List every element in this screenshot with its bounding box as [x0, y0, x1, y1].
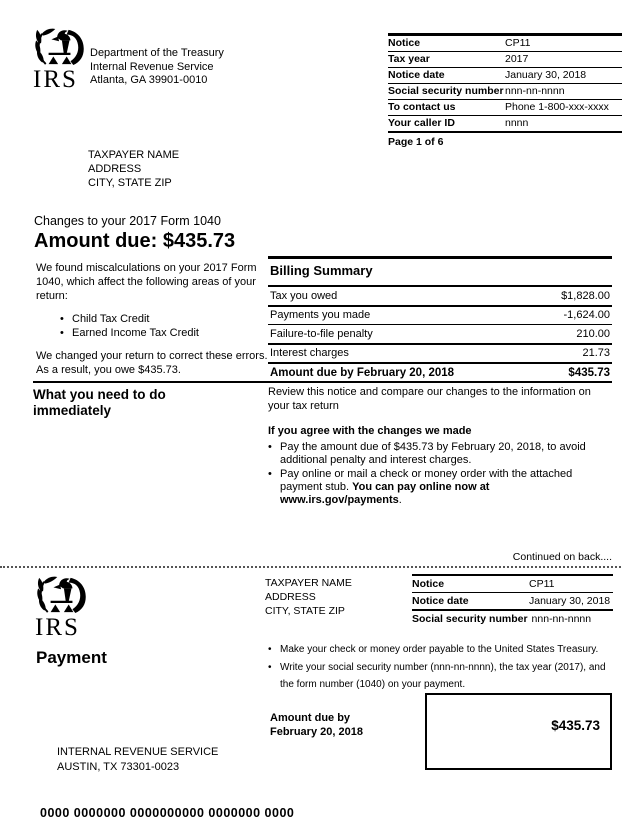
recipient-line: TAXPAYER NAME	[265, 577, 352, 589]
stub-info-table	[412, 574, 613, 627]
table-row	[388, 116, 622, 133]
row-value: 210.00	[576, 327, 610, 340]
irs-logo	[33, 28, 91, 92]
action-bullet: • Pay the amount due of $435.73 by February 20, 2018, to avoid additional penalty and interest charges.	[268, 441, 614, 467]
row-label: Social security number	[412, 613, 528, 625]
row-label: Notice date	[412, 595, 469, 607]
billing-row	[268, 307, 612, 326]
list-item: • Child Tax Credit	[60, 312, 270, 326]
action-content	[268, 386, 614, 508]
affected-areas-list	[60, 312, 270, 340]
action-heading: What you need to do immediately	[33, 387, 166, 418]
irs-mailing-address	[57, 745, 218, 774]
recipient-line: CITY, STATE ZIP	[265, 604, 345, 617]
recipient-address	[88, 149, 179, 190]
total-value: $435.73	[568, 367, 610, 379]
row-value: -1,624.00	[563, 309, 610, 321]
irs-eagle-icon	[33, 28, 87, 66]
irs-wordmark: IRS	[33, 66, 78, 93]
action-intro: Review this notice and compare our changes to the information on your tax return	[268, 386, 591, 412]
billing-row	[268, 287, 612, 307]
billing-total-row	[268, 364, 612, 382]
row-value: January 30, 2018	[529, 595, 611, 607]
agency-line: Internal Revenue Service	[90, 60, 214, 73]
row-value: nnn-nn-nnnn	[531, 613, 592, 625]
stub-irs-logo	[35, 576, 93, 640]
notice-subject: Changes to your 2017 Form 1040	[34, 214, 221, 228]
row-value: nnn-nn-nnnn	[505, 85, 565, 97]
row-label: To contact us	[388, 101, 456, 113]
bullet-text: .	[398, 493, 402, 506]
section-divider	[33, 381, 612, 383]
instruction-bullet: • Make your check or money order payable to the United States Treasury.	[268, 641, 620, 659]
pay-online-link: You can pay online now at www.irs.gov/payments	[280, 480, 490, 506]
amount-entry-box	[425, 693, 612, 770]
recipient-line: TAXPAYER NAME	[88, 149, 180, 161]
table-row	[388, 100, 622, 116]
irs-wordmark: IRS	[35, 614, 80, 641]
page-indicator: Page 1 of 6	[388, 136, 444, 148]
billing-row	[268, 345, 612, 365]
row-label: Interest charges	[270, 347, 349, 359]
row-value: 21.73	[582, 347, 610, 359]
row-label: Tax you owed	[270, 289, 338, 302]
agency-line: Atlanta, GA 39901-0010	[90, 74, 208, 86]
list-item: • Earned Income Tax Credit	[60, 326, 270, 340]
table-row	[388, 84, 622, 100]
recipient-line: ADDRESS	[265, 590, 316, 603]
table-row	[388, 52, 622, 68]
amount-label-line: February 20, 2018	[270, 726, 363, 738]
address-line: INTERNAL REVENUE SERVICE	[57, 746, 219, 758]
correction-note: We changed your return to correct these errors. As a result, you owe $435.73.	[36, 350, 268, 376]
bullet-text: Pay online or mail a check or money order with the attached payment stub.	[280, 467, 573, 493]
recipient-line: ADDRESS	[88, 162, 142, 175]
row-value: CP11	[505, 37, 531, 49]
agency-line: Department of the Treasury	[90, 47, 224, 59]
recipient-line: CITY, STATE ZIP	[88, 176, 172, 189]
table-row	[388, 36, 622, 52]
agency-address	[90, 47, 224, 88]
row-label: Social security number	[388, 85, 504, 97]
row-label: Failure-to-file penalty	[270, 327, 373, 340]
total-label: Amount due by February 20, 2018	[270, 367, 455, 379]
row-value: nnnn	[505, 117, 529, 129]
agree-heading: If you agree with the changes we made	[268, 425, 472, 437]
row-value: 2017	[505, 53, 529, 65]
perforation-line	[0, 566, 621, 568]
payment-heading: Payment	[36, 648, 107, 667]
billing-row	[268, 325, 612, 345]
table-row	[388, 68, 622, 84]
row-label: Notice date	[388, 69, 445, 81]
row-label: Your caller ID	[388, 117, 455, 129]
instruction-bullet: • Write your social security number (nnn-nn-nnnn), the tax year (2017), and the form number (1040) on your payment.	[268, 659, 620, 694]
row-value: January 30, 2018	[505, 69, 587, 81]
billing-summary-title: Billing Summary	[268, 256, 612, 287]
table-row	[412, 576, 613, 593]
scanline-digits: 0000 0000000 0000000000 0000000 0000	[40, 806, 295, 820]
billing-summary	[268, 256, 612, 382]
payment-instructions	[268, 641, 620, 694]
amount-value: $435.73	[551, 718, 600, 733]
notice-info-table	[388, 33, 622, 148]
row-label: Notice	[388, 37, 421, 49]
continued-note: Continued on back....	[512, 551, 612, 563]
row-label: Payments you made	[270, 309, 371, 321]
table-row	[412, 611, 613, 627]
row-label: Notice	[412, 578, 445, 590]
amount-due-title: Amount due: $435.73	[34, 230, 236, 252]
irs-eagle-icon	[35, 576, 89, 614]
address-line: AUSTIN, TX 73301-0023	[57, 760, 180, 773]
amount-label-line: Amount due by	[270, 712, 351, 724]
stub-recipient-address	[265, 577, 352, 618]
table-row	[412, 593, 613, 611]
row-value: Phone 1-800-xxx-xxxx	[505, 101, 609, 113]
row-label: Tax year	[388, 53, 430, 65]
row-value: CP11	[529, 578, 555, 590]
action-bullet	[268, 468, 614, 507]
miscalculation-intro: We found miscalculations on your 2017 Form 1040, which affect the following areas of your return:	[36, 262, 257, 302]
stub-amount-due-label	[270, 711, 363, 739]
row-value: $1,828.00	[561, 289, 610, 302]
